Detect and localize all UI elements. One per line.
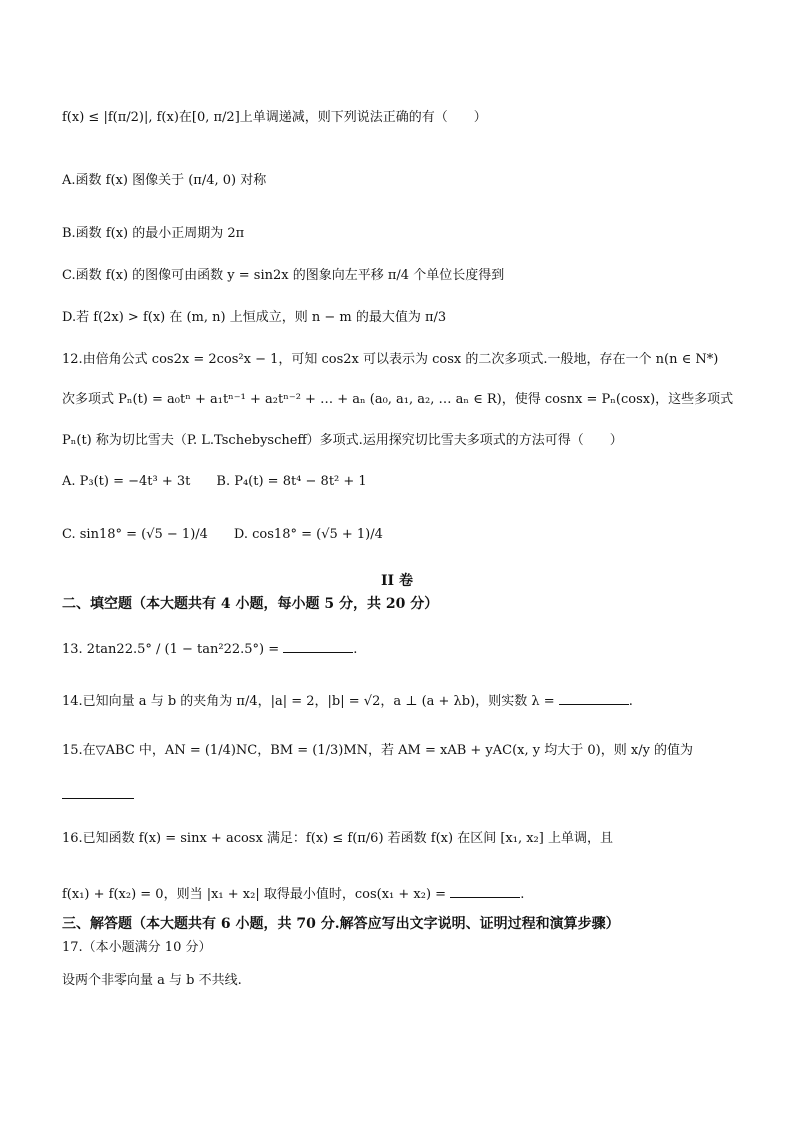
q13-text: 13. 2tan22.5° / (1 − tan²22.5°) = (62, 642, 280, 657)
q11-option-a: A.函数 f(x) 图像关于 (π/4, 0) 对称 (62, 173, 267, 188)
q16-line-2: f(x₁) + f(x₂) = 0，则当 |x₁ + x₂| 取得最小值时，cos(x₁ + x₂) = . (62, 883, 524, 905)
q12-line-1: 12.由倍角公式 cos2x = 2cos²x − 1，可知 cos2x 可以表示为 cosx 的二次多项式.一般地，存在一个 n(n ∈ N*) (62, 352, 719, 367)
q16-answer-blank (450, 883, 520, 898)
q13: 13. 2tan22.5° / (1 − tan²22.5°) = . (62, 638, 357, 660)
q12-line-3: Pₙ(t) 称为切比雪夫（P. L.Tschebyscheff）多项式.运用探究切比雪夫多项式的方法可得（ ） (62, 433, 623, 448)
q16-line-1: 16.已知函数 f(x) = sinx + acosx 满足：f(x) ≤ f(π/6) 若函数 f(x) 在区间 [x₁, x₂] 上单调，且 (62, 831, 613, 846)
q12-line-2: 次多项式 Pₙ(t) = a₀tⁿ + a₁tⁿ⁻¹ + a₂tⁿ⁻² + … + aₙ (a₀, a₁, a₂, … aₙ ∈ R)，使得 cosnx = Pₙ(cosx)，这些多项式 (62, 392, 734, 407)
q17-text: 设两个非零向量 a 与 b 不共线. (62, 973, 242, 988)
section-2-heading: 二、填空题（本大题共有 4 小题，每小题 5 分，共 20 分） (62, 596, 439, 612)
q11-option-b: B.函数 f(x) 的最小正周期为 2π (62, 226, 245, 241)
q14: 14.已知向量 a 与 b 的夹角为 π/4，|a| = 2，|b| = √2，a ⊥ (a + λb)，则实数 λ = . (62, 690, 633, 712)
section-3-heading: 三、解答题（本大题共有 6 小题，共 70 分.解答应写出文字说明、证明过程和演算步骤） (62, 916, 620, 932)
q12-options-ab: A. P₃(t) = −4t³ + 3t B. P₄(t) = 8t⁴ − 8t² + 1 (62, 474, 367, 489)
q11-option-c: C.函数 f(x) 的图像可由函数 y = sin2x 的图象向左平移 π/4 个单位长度得到 (62, 268, 505, 283)
q14-text: 14.已知向量 a 与 b 的夹角为 π/4，|a| = 2，|b| = √2，a ⊥ (a + λb)，则实数 λ = (62, 694, 555, 709)
q15-text: 15.在▽ABC 中，AN = (1/4)NC，BM = (1/3)MN，若 AM = xAB + yAC(x, y 均大于 0)，则 x/y 的值为 (62, 743, 694, 758)
q12-options-cd: C. sin18° = (√5 − 1)/4 D. cos18° = (√5 + 1)/4 (62, 527, 383, 542)
q11-option-d: D.若 f(2x) > f(x) 在 (m, n) 上恒成立，则 n − m 的最大值为 π/3 (62, 310, 447, 325)
q13-answer-blank (283, 638, 353, 653)
q17-header: 17.（本小题满分 10 分） (62, 940, 212, 955)
q16-text-2: f(x₁) + f(x₂) = 0，则当 |x₁ + x₂| 取得最小值时，cos(x₁ + x₂) = (62, 887, 447, 902)
q11-stem: f(x) ≤ |f(π/2)|, f(x)在[0, π/2]上单调递减，则下列说法正确的有（ ） (62, 110, 487, 125)
q14-answer-blank (559, 690, 629, 705)
section-2-title: II 卷 (381, 573, 413, 589)
q15-answer-blank (62, 798, 134, 799)
